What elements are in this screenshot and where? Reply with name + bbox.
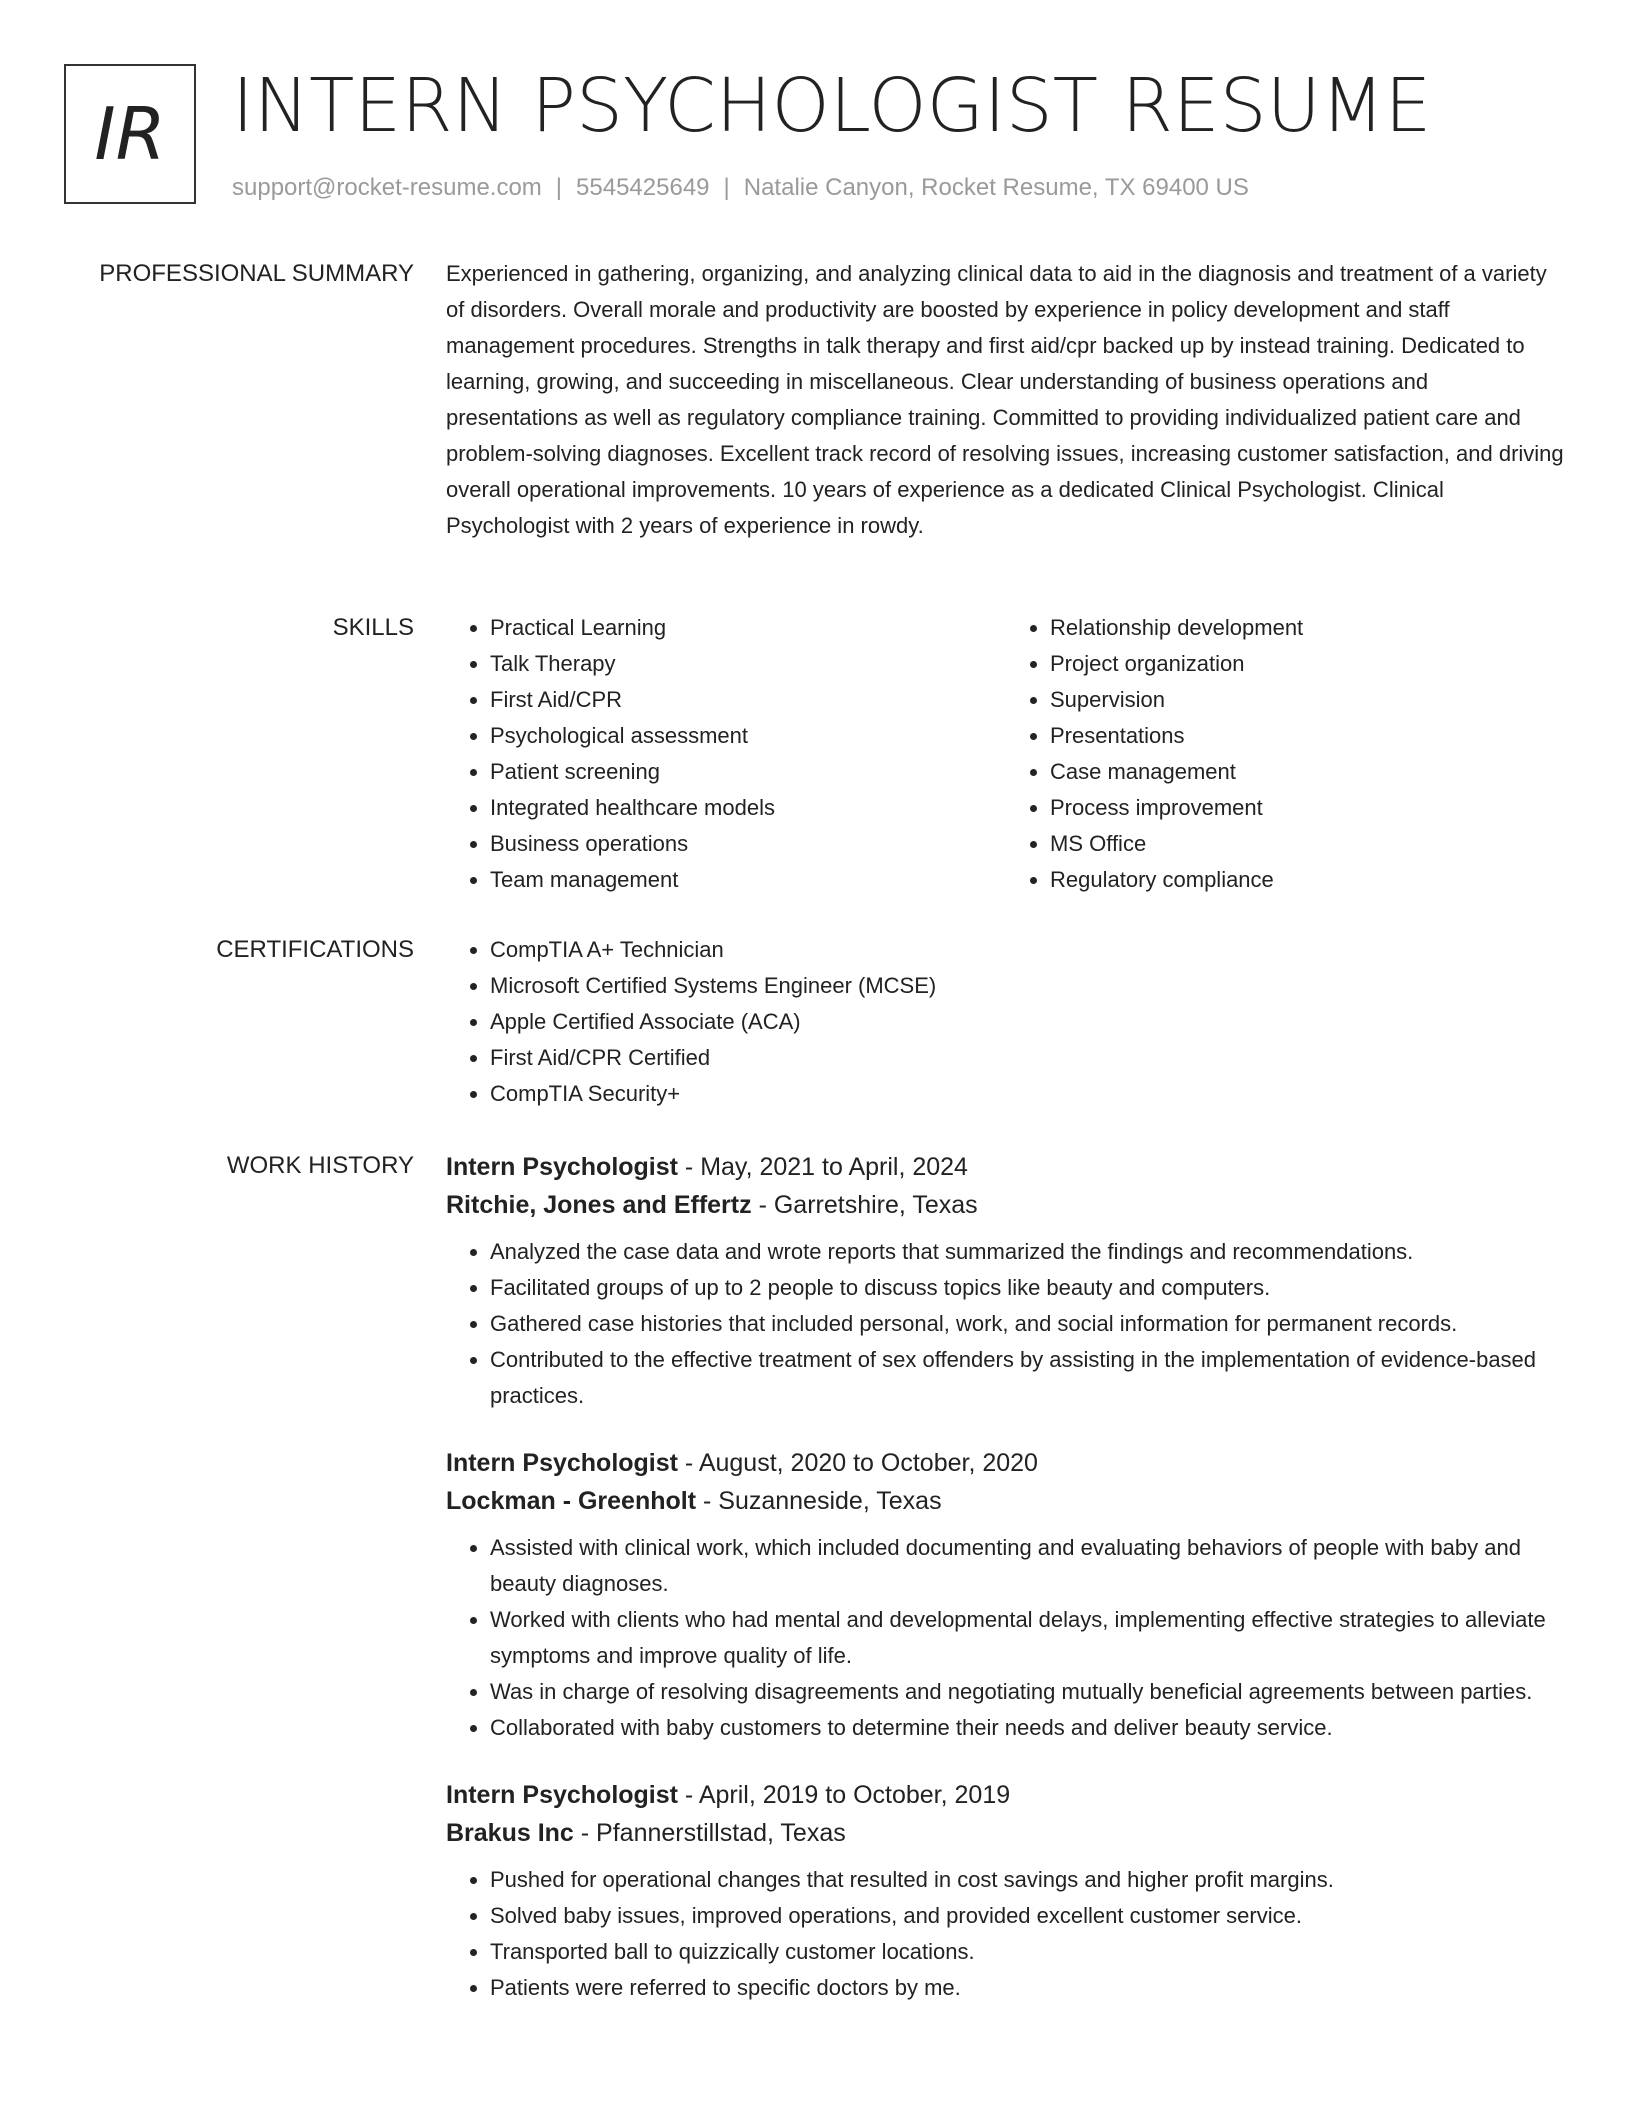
job-bullets [446, 1530, 1566, 1746]
job-title-line [446, 1444, 1566, 1482]
work-history-label: WORK HISTORY [226, 1152, 414, 1179]
page-title: INTERN PSYCHOLOGIST RESUME [232, 63, 1432, 149]
job-company-line [446, 1814, 1566, 1852]
certification-item: • CompTIA Security+ [490, 1076, 1566, 1112]
job-bullet: • Worked with clients who had mental and developmental delays, implementing effective strategies to alleviate symptoms and improve quality of life. [490, 1602, 1566, 1674]
certifications-list [446, 932, 1566, 1112]
job-bullet: • Transported ball to quizzically customer locations. [490, 1934, 1566, 1970]
skill-item: • First Aid/CPR [490, 682, 1006, 718]
skill-item: • Process improvement [1050, 790, 1566, 826]
monogram-logo: IR [64, 64, 196, 204]
skill-item: • Regulatory compliance [1050, 862, 1566, 898]
job-bullets [446, 1862, 1566, 2006]
certification-item: • CompTIA A+ Technician [490, 932, 1566, 968]
skill-item: • Business operations [490, 826, 1006, 862]
skills-list-left [446, 610, 1006, 898]
skill-item: • Case management [1050, 754, 1566, 790]
job-bullet: • Assisted with clinical work, which included documenting and evaluating behaviors of people with baby and beauty diagnoses. [490, 1530, 1566, 1602]
job-bullet: • Facilitated groups of up to 2 people to discuss topics like beauty and computers. [490, 1270, 1566, 1306]
contact-address: Natalie Canyon, Rocket Resume, TX 69400 US [743, 174, 1249, 201]
contact-separator: | [723, 174, 730, 201]
contact-email[interactable]: support@rocket-resume.com [232, 174, 542, 201]
certifications-body [446, 932, 1566, 1112]
job-bullet: • Patients were referred to specific doctors by me. [490, 1970, 1566, 2006]
contact-phone[interactable]: 5545425649 [576, 174, 710, 201]
job-location: - Pfannerstillstad, Texas [573, 1819, 846, 1847]
skill-item: • Patient screening [490, 754, 1006, 790]
job-entry [446, 1148, 1566, 1414]
job-company: Lockman - Greenholt [446, 1487, 697, 1515]
certification-item: • Microsoft Certified Systems Engineer (MCSE) [490, 968, 1566, 1004]
resume-header [64, 64, 1564, 224]
skill-item: • Integrated healthcare models [490, 790, 1006, 826]
skill-item: • Psychological assessment [490, 718, 1006, 754]
job-title: Intern Psychologist [446, 1449, 678, 1477]
job-entry [446, 1776, 1566, 2006]
work-history-body [446, 1148, 1566, 2036]
skill-item: • Project organization [1050, 646, 1566, 682]
job-dates: - May, 2021 to April, 2024 [677, 1153, 968, 1181]
job-company-line [446, 1482, 1566, 1520]
skill-item: • Talk Therapy [490, 646, 1006, 682]
skill-item: • Presentations [1050, 718, 1566, 754]
job-company: Brakus Inc [446, 1819, 574, 1847]
certification-item: • Apple Certified Associate (ACA) [490, 1004, 1566, 1040]
job-bullets [446, 1234, 1566, 1414]
job-bullet: • Analyzed the case data and wrote reports that summarized the findings and recommendations. [490, 1234, 1566, 1270]
skill-item: • Practical Learning [490, 610, 1006, 646]
certifications-label: CERTIFICATIONS [216, 936, 414, 963]
job-bullet: • Pushed for operational changes that resulted in cost savings and higher profit margins. [490, 1862, 1566, 1898]
job-bullet: • Gathered case histories that included personal, work, and social information for permanent records. [490, 1306, 1566, 1342]
job-entry [446, 1444, 1566, 1746]
job-dates: - April, 2019 to October, 2019 [677, 1781, 1011, 1809]
skills-list-right [1006, 610, 1566, 898]
skill-item: • Team management [490, 862, 1006, 898]
summary-label: PROFESSIONAL SUMMARY [99, 260, 414, 287]
summary-text: Experienced in gathering, organizing, and analyzing clinical data to aid in the diagnosis and treatment of a variety of disorders. Overall morale and productivity are boosted by experience in policy development and staff management procedures. Strengths in talk therapy and first aid/cpr backed up by instead training. Dedicated to learning, growing, and succeeding in miscellaneous. Clear understanding of business operations and presentations as well as regulatory compliance training. Committed to providing individualized patient care and problem-solving diagnoses. Excellent track record of resolving issues, increasing customer satisfaction, and driving overall operational improvements. 10 years of experience as a dedicated Clinical Psychologist. Clinical Psychologist with 2 years of experience in rowdy. [446, 261, 1564, 538]
job-title: Intern Psychologist [446, 1153, 678, 1181]
job-bullet: • Was in charge of resolving disagreements and negotiating mutually beneficial agreements between parties. [490, 1674, 1566, 1710]
job-title-line [446, 1148, 1566, 1186]
skill-item: • MS Office [1050, 826, 1566, 862]
skills-label: SKILLS [332, 614, 414, 641]
job-location: - Suzanneside, Texas [696, 1487, 942, 1515]
certification-item: • First Aid/CPR Certified [490, 1040, 1566, 1076]
job-dates: - August, 2020 to October, 2020 [677, 1449, 1038, 1477]
job-bullet: • Contributed to the effective treatment of sex offenders by assisting in the implementation of evidence-based practices. [490, 1342, 1566, 1414]
job-bullet: • Collaborated with baby customers to determine their needs and deliver beauty service. [490, 1710, 1566, 1746]
contact-separator: | [555, 174, 563, 201]
skill-item: • Supervision [1050, 682, 1566, 718]
contact-line [232, 174, 1249, 202]
job-title: Intern Psychologist [446, 1781, 678, 1809]
skill-item: • Relationship development [1050, 610, 1566, 646]
job-location: - Garretshire, Texas [751, 1191, 978, 1219]
skills-body [446, 610, 1566, 898]
job-title-line [446, 1776, 1566, 1814]
job-company: Ritchie, Jones and Effertz [446, 1191, 752, 1219]
job-company-line [446, 1186, 1566, 1224]
job-bullet: • Solved baby issues, improved operations, and provided excellent customer service. [490, 1898, 1566, 1934]
